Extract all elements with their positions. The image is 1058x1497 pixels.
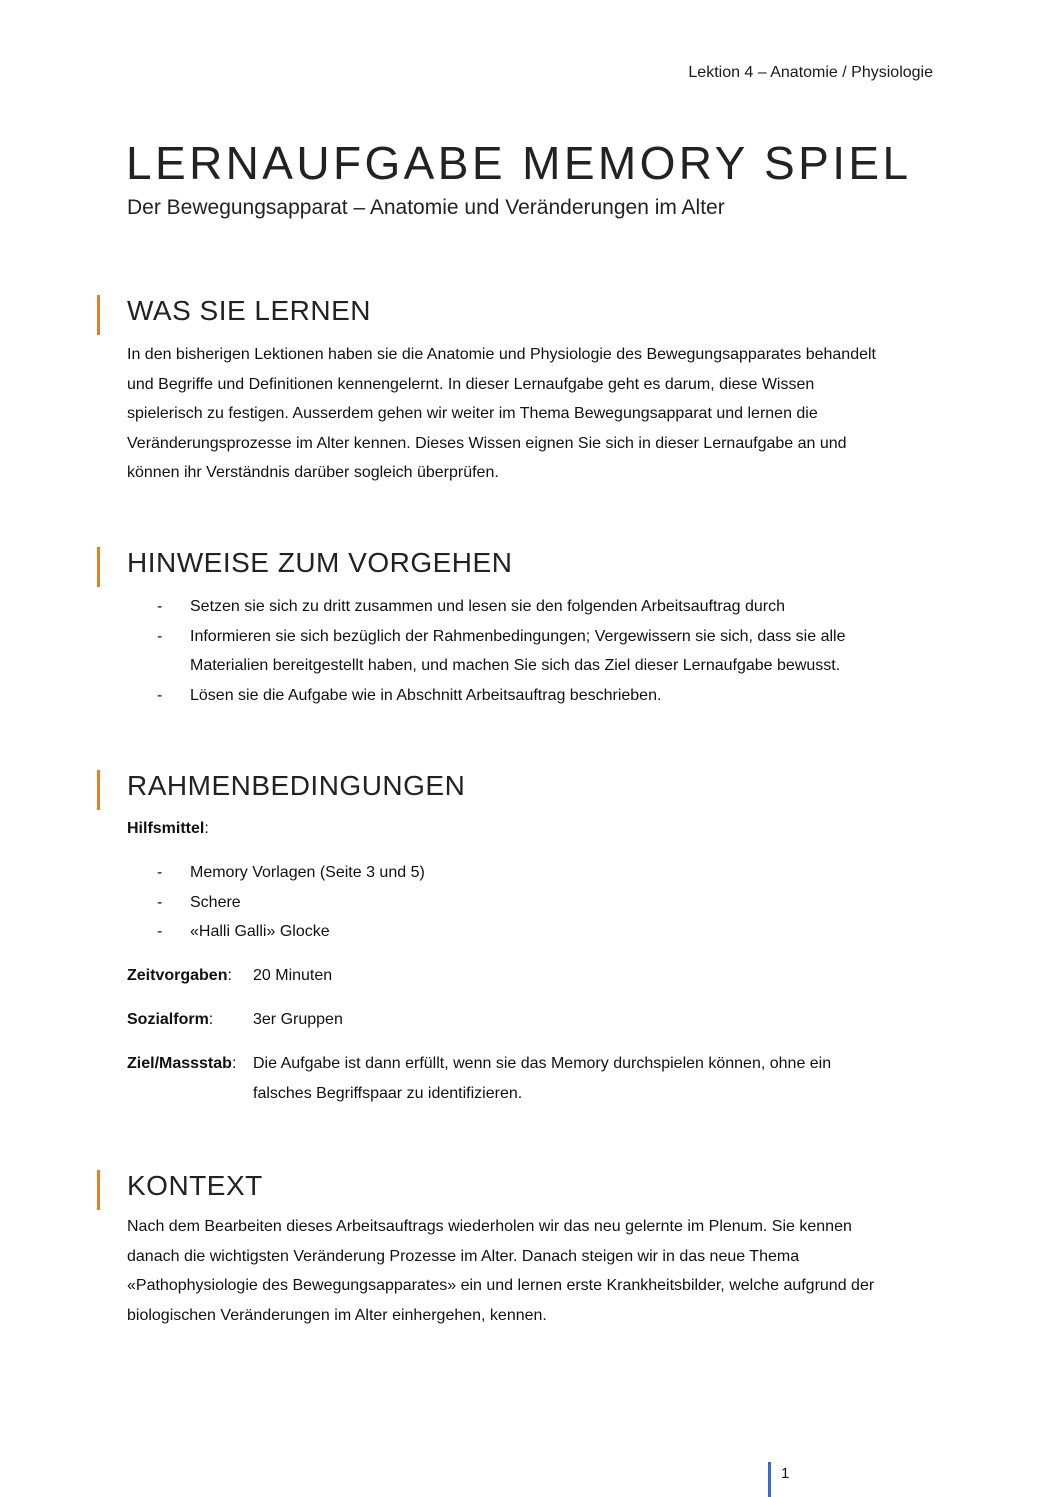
text-line: Nach dem Bearbeiten dieses Arbeitsauftrags wiederholen wir das neu gelernte im Plenum. Sie kennen — [127, 1218, 852, 1235]
section-body — [127, 1212, 927, 1330]
sozialform-value: 3er Gruppen — [253, 1011, 343, 1028]
dash-bullet: - — [157, 627, 163, 645]
text-line: biologischen Veränderungen im Alter einhergehen, kennen. — [127, 1306, 547, 1324]
dash-bullet: - — [157, 864, 163, 881]
page-header: Lektion 4 – Anatomie / Physiologie — [688, 64, 933, 81]
page-number: 1 — [781, 1465, 790, 1482]
hilfsmittel-label-row — [127, 814, 209, 844]
sozialform-row — [127, 1005, 927, 1035]
list-item — [127, 681, 927, 711]
zeitvorgaben-row — [127, 961, 927, 991]
list-item — [127, 917, 927, 947]
list-item — [127, 622, 927, 681]
text-line: spielerisch zu festigen. Ausserdem gehen wir weiter im Thema Bewegungsapparat und lernen die — [127, 405, 818, 422]
hilfsmittel-label: Hilfsmittel — [127, 820, 205, 837]
zeitvorgaben-value: 20 Minuten — [253, 967, 333, 984]
label-colon: : — [204, 820, 209, 837]
section-heading: KONTEXT — [127, 1170, 263, 1201]
text-line: können ihr Verständnis darüber sogleich überprüfen. — [127, 464, 499, 481]
list-item — [127, 592, 927, 622]
list-item-text: Informieren sie sich bezüglich der Rahmenbedingungen; Vergewissern sie sich, dass sie alle — [190, 627, 846, 645]
list-item — [127, 858, 927, 888]
ziel-massstab-value — [253, 1049, 903, 1108]
list-item-text: Memory Vorlagen (Seite 3 und 5) — [190, 864, 425, 881]
footer-accent-bar — [768, 1462, 771, 1497]
text-line: In den bisherigen Lektionen haben sie die Anatomie und Physiologie des Bewegungsapparates behandelt — [127, 346, 876, 363]
zeitvorgaben-label: Zeitvorgaben: — [127, 967, 232, 984]
text-line: Veränderungsprozesse im Alter kennen. Dieses Wissen eignen Sie sich in dieser Lernaufgabe an und — [127, 434, 847, 452]
list-item-text: Lösen sie die Aufgabe wie in Abschnitt Arbeitsauftrag beschrieben. — [190, 686, 662, 704]
ziel-massstab-row — [127, 1049, 927, 1109]
text-line: falsches Begriffspaar zu identifizieren. — [253, 1084, 523, 1102]
list-item-text: Materialien bereitgestellt haben, und machen Sie sich das Ziel dieser Lernaufgabe bewusst. — [190, 657, 841, 674]
hilfsmittel-list — [127, 858, 927, 947]
text-line: und Begriffe und Definitionen kennengelernt. In dieser Lernaufgabe geht es darum, diese Wissen — [127, 375, 815, 393]
section-heading: WAS SIE LERNEN — [127, 295, 372, 326]
section-accent-bar — [97, 1170, 100, 1210]
section-accent-bar — [97, 547, 100, 587]
text-line: «Pathophysiologie des Bewegungsapparates» ein und lernen erste Krankheitsbilder, welche aufgrund der — [127, 1277, 875, 1294]
ziel-massstab-label: Ziel/Massstab: — [127, 1055, 237, 1072]
list-item-text: Setzen sie sich zu dritt zusammen und lesen sie den folgenden Arbeitsauftrag durch — [190, 598, 786, 615]
list-item-text: Schere — [190, 893, 241, 911]
document-subtitle: Der Bewegungsapparat – Anatomie und Veränderungen im Alter — [127, 196, 725, 219]
document-title: LERNAUFGABE MEMORY SPIEL — [126, 137, 912, 189]
section-heading: RAHMENBEDINGUNGEN — [127, 770, 466, 801]
dash-bullet: - — [157, 923, 163, 940]
section-heading: HINWEISE ZUM VORGEHEN — [127, 547, 513, 578]
text-line: danach die wichtigsten Veränderung Prozesse im Alter. Danach steigen wir in das neue Thema — [127, 1247, 800, 1265]
list-item — [127, 888, 927, 918]
section-body — [127, 340, 927, 488]
sozialform-label: Sozialform: — [127, 1011, 214, 1028]
text-line: Die Aufgabe ist dann erfüllt, wenn sie das Memory durchspielen können, ohne ein — [253, 1055, 832, 1072]
section-accent-bar — [97, 295, 100, 335]
list-item-text: «Halli Galli» Glocke — [190, 923, 330, 940]
instruction-list — [127, 592, 927, 710]
dash-bullet: - — [157, 686, 163, 704]
section-accent-bar — [97, 770, 100, 810]
dash-bullet: - — [157, 598, 163, 615]
dash-bullet: - — [157, 893, 163, 911]
